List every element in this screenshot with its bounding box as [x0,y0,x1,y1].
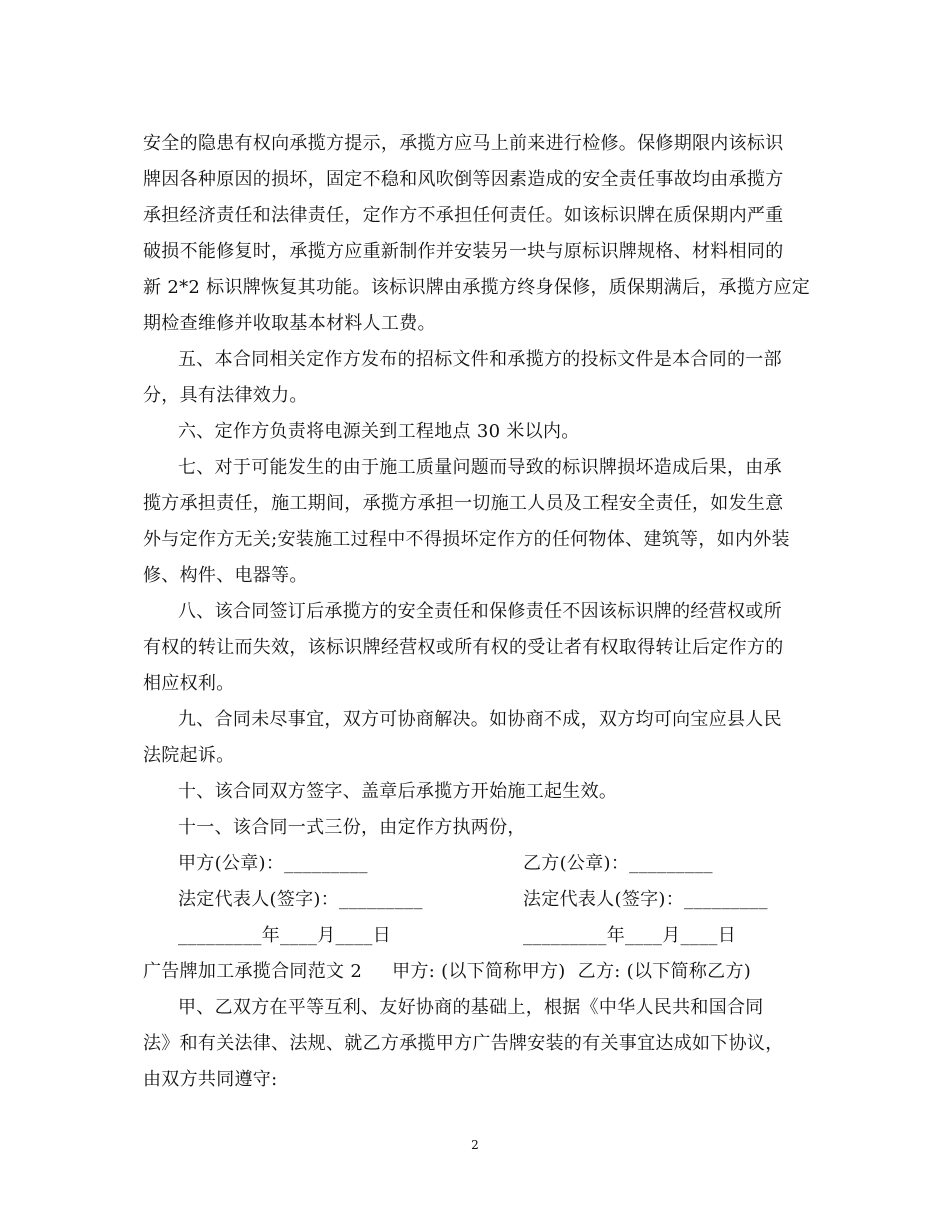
body-line: 期检查维修并收取基本材料人工费。 [143,313,436,334]
clause-6-line: 六、定作方负责将电源关到工程地点 30 米以内。 [178,421,580,442]
body-line: 新 2*2 标识牌恢复其功能。该标识牌由承揽方终身保修，质保期满后，承揽方应定 [143,277,811,298]
body-line: 破损不能修复时，承揽方应重新制作并安装另一块与原标识牌规格、材料相同的 [143,241,784,262]
party-a-representative: 法定代表人(签字)：_________ [178,889,423,910]
clause-10-line: 十、该合同双方签字、盖章后承揽方开始施工起生效。 [178,781,618,802]
clause-5-line: 五、本合同相关定作方发布的招标文件和承揽方的投标文件是本合同的一部 [178,349,782,370]
party-b-date: _________年____月____日 [523,925,736,946]
clause-7-line: 修、构件、电器等。 [143,565,308,586]
clause-5-line: 分，具有法律效力。 [143,385,308,406]
clause-7-line: 七、对于可能发生的由于施工质量问题而导致的标识牌损坏造成后果，由承 [178,457,782,478]
page-number: 2 [471,1138,479,1152]
clause-11-line: 十一、该合同一式三份，由定作方执两份， [178,817,526,838]
second-contract-line: 由双方共同遵守: [143,1069,278,1090]
second-contract-line: 甲、乙双方在平等互利、友好协商的基础上，根据《中华人民共和国合同 [178,997,764,1018]
clause-9-line: 九、合同未尽事宜，双方可协商解决。如协商不成，双方均可向宝应县人民 [178,709,782,730]
body-line: 承担经济责任和法律责任，定作方不承担任何责任。如该标识牌在质保期内严重 [143,205,784,226]
body-line: 安全的隐患有权向承揽方提示，承揽方应马上前来进行检修。保修期限内该标识 [143,133,784,154]
clause-7-line: 外与定作方无关;安装施工过程中不得损坏定作方的任何物体、建筑等，如内外装 [143,529,790,550]
clause-8-line: 相应权利。 [143,673,235,694]
party-a-seal: 甲方(公章)：_________ [178,853,368,874]
second-contract-title: 广告牌加工承揽合同范文 2 甲方: (以下简称甲方) 乙方: (以下简称乙方) [143,961,752,982]
party-b-seal: 乙方(公章)：_________ [523,853,713,874]
party-a-date: _________年____月____日 [178,925,391,946]
clause-7-line: 揽方承担责任，施工期间，承揽方承担一切施工人员及工程安全责任，如发生意 [143,493,784,514]
clause-9-line: 法院起诉。 [143,745,235,766]
clause-8-line: 八、该合同签订后承揽方的安全责任和保修责任不因该标识牌的经营权或所 [178,601,782,622]
clause-8-line: 有权的转让而失效，该标识牌经营权或所有权的受让者有权取得转让后定作方的 [143,637,784,658]
second-contract-line: 法》和有关法律、法规、就乙方承揽甲方广告牌安装的有关事宜达成如下协议， [143,1033,784,1054]
party-b-representative: 法定代表人(签字)：_________ [523,889,768,910]
body-line: 牌因各种原因的损坏，固定不稳和风吹倒等因素造成的安全责任事故均由承揽方 [143,169,784,190]
